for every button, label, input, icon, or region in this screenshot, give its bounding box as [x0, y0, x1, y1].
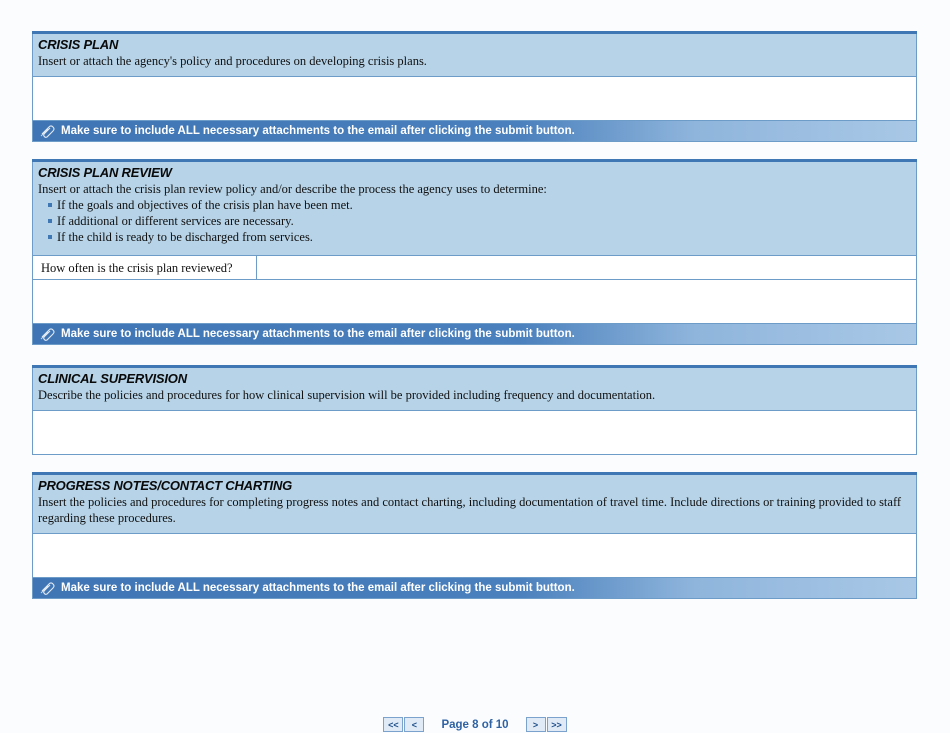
paperclip-icon [40, 124, 56, 138]
list-item: If the goals and objectives of the crisis plan have been met. [48, 197, 911, 213]
prev-page-button[interactable]: < [404, 717, 424, 732]
progress-notes-text-field[interactable] [32, 534, 917, 578]
section-header [32, 475, 917, 534]
crisis-plan-text-field[interactable] [32, 77, 917, 121]
attachment-notice-bar [32, 121, 917, 142]
section-title: CLINICAL SUPERVISION [38, 371, 187, 386]
attachment-notice-bar [32, 324, 917, 345]
clinical-supervision-text-field[interactable] [32, 411, 917, 455]
attachment-notice-text: Make sure to include ALL necessary attachments to the email after clicking the submit button. [61, 328, 575, 340]
section-title: CRISIS PLAN REVIEW [38, 165, 172, 180]
list-item: If the child is ready to be discharged from services. [48, 229, 911, 245]
section-header [32, 34, 917, 77]
page-indicator: Page 8 of 10 [441, 718, 509, 731]
criteria-list [38, 197, 911, 245]
section-description: Insert or attach the agency's policy and procedures on developing crisis plans. [38, 54, 427, 68]
section-crisis-plan-review [32, 159, 917, 345]
attachment-notice-bar [32, 578, 917, 599]
review-frequency-label: How often is the crisis plan reviewed? [33, 256, 257, 279]
paperclip-icon [40, 327, 56, 341]
pagination [0, 717, 950, 732]
paperclip-icon [40, 581, 56, 595]
section-title: PROGRESS NOTES/CONTACT CHARTING [38, 478, 293, 493]
section-description: Insert or attach the crisis plan review policy and/or describe the process the agency uses to determine: [38, 182, 547, 196]
section-description: Insert the policies and procedures for completing progress notes and contact charting, including documentation of travel time. Include directions or training provided to staff regarding these procedures. [38, 495, 902, 525]
crisis-plan-review-text-field[interactable] [32, 280, 917, 324]
list-item: If additional or different services are necessary. [48, 213, 911, 229]
section-header [32, 162, 917, 256]
section-clinical-supervision [32, 365, 917, 455]
review-frequency-row [32, 256, 917, 280]
review-frequency-input[interactable] [257, 256, 916, 279]
attachment-notice-text: Make sure to include ALL necessary attachments to the email after clicking the submit button. [61, 582, 575, 594]
section-crisis-plan [32, 31, 917, 142]
last-page-button[interactable]: >> [547, 717, 567, 732]
section-header [32, 368, 917, 411]
next-page-button[interactable]: > [526, 717, 546, 732]
section-description: Describe the policies and procedures for how clinical supervision will be provided including frequency and documentation. [38, 388, 656, 402]
section-progress-notes [32, 472, 917, 599]
section-title: CRISIS PLAN [38, 37, 119, 52]
first-page-button[interactable]: << [383, 717, 403, 732]
attachment-notice-text: Make sure to include ALL necessary attachments to the email after clicking the submit button. [61, 125, 575, 137]
